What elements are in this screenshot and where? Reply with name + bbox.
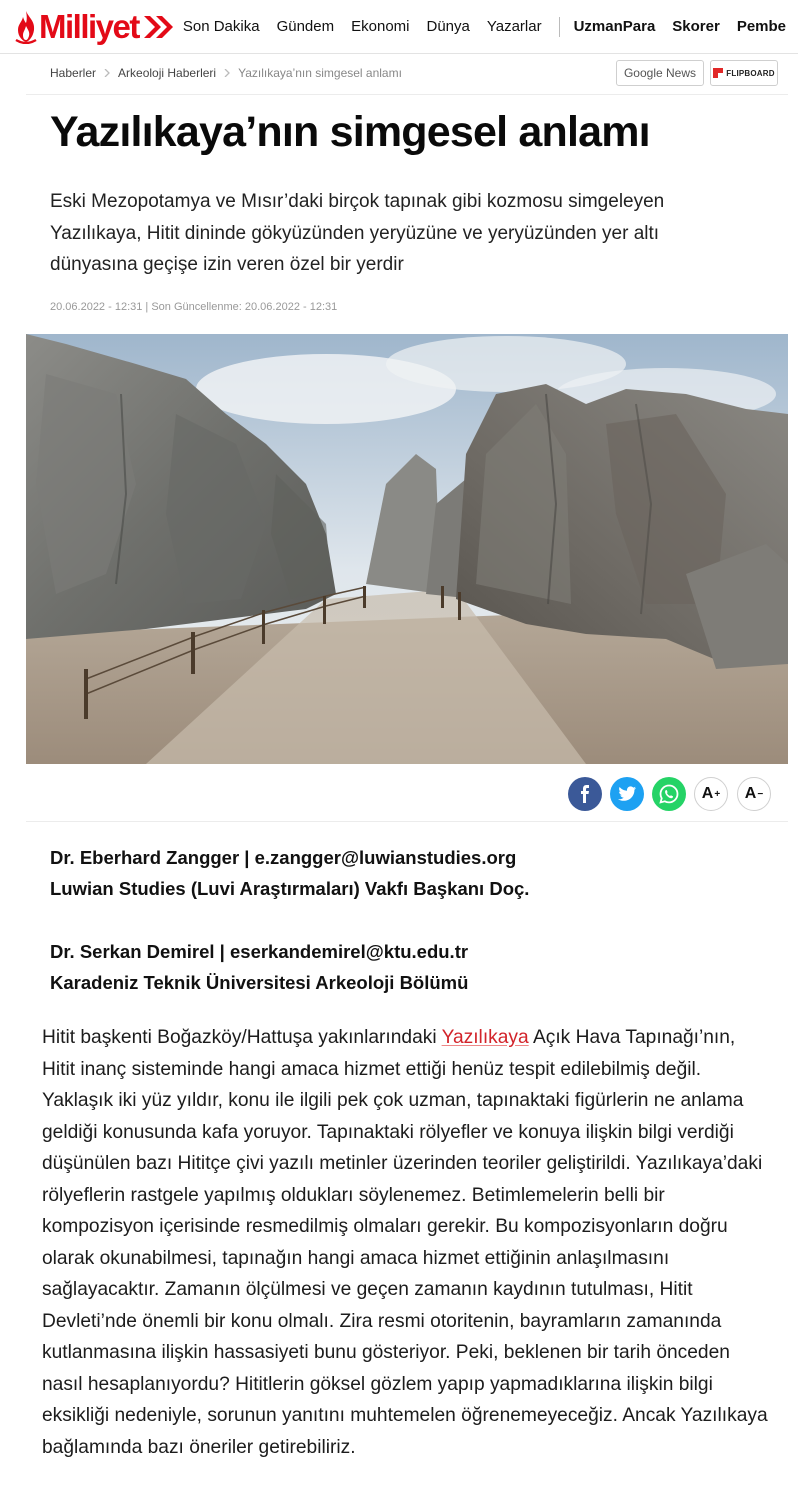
twitter-icon — [618, 786, 636, 802]
nav-pembe[interactable]: Pembe — [736, 18, 787, 35]
facebook-share-button[interactable] — [568, 777, 602, 811]
nav-gundem[interactable]: Gündem — [276, 18, 335, 35]
author-block — [50, 842, 529, 998]
author-2-title: Karadeniz Teknik Üniversitesi Arkeoloji Bölümü — [50, 972, 469, 993]
article-dates: 20.06.2022 - 12:31 | Son Güncellenme: 20.06.2022 - 12:31 — [50, 301, 338, 313]
article-summary: Eski Mezopotamya ve Mısır’daki birçok tapınak gibi kozmosu simgeleyen Yazılıkaya, Hitit dininde gökyüzünden yeryüzüne ve yeryüzünden yer altı dünyasına geçişe izin veren özel bir yerdir — [50, 191, 665, 275]
nav-uzmanpara[interactable]: UzmanPara — [573, 18, 656, 35]
breadcrumb-current: Yazılıkaya’nın simgesel anlamı — [238, 66, 402, 80]
top-navigation — [0, 0, 798, 54]
body-text-start: Hitit başkenti Boğazköy/Hattuşa yakınlarındaki — [42, 1027, 442, 1048]
twitter-share-button[interactable] — [610, 777, 644, 811]
whatsapp-icon — [659, 784, 679, 804]
font-size-increase-button[interactable] — [694, 777, 728, 811]
nav-yazarlar[interactable]: Yazarlar — [486, 18, 542, 35]
flame-icon — [14, 10, 38, 44]
font-decrease-sign: − — [757, 788, 764, 800]
font-increase-sign: + — [714, 788, 721, 800]
nav-son-dakika[interactable]: Son Dakika — [182, 18, 260, 35]
chevron-right-icon — [104, 69, 110, 77]
breadcrumb-arkeoloji[interactable]: Arkeoloji Haberleri — [118, 66, 217, 80]
flipboard-label: FLIPBOARD — [726, 68, 775, 78]
chevron-right-icon — [224, 69, 230, 77]
article-title: Yazılıkaya’nın simgesel anlamı — [50, 108, 650, 156]
nav-skorer[interactable]: Skorer — [672, 18, 720, 35]
nav-dunya[interactable]: Dünya — [426, 18, 470, 35]
chevron-right-icon — [141, 14, 175, 40]
nav-divider — [559, 17, 560, 37]
milliyet-logo[interactable] — [0, 0, 175, 54]
article-card — [26, 54, 788, 1000]
main-menu — [183, 0, 798, 54]
font-increase-label: A — [701, 785, 714, 802]
whatsapp-share-button[interactable] — [652, 777, 686, 811]
google-news-button[interactable] — [616, 60, 704, 86]
font-size-decrease-button[interactable] — [737, 777, 771, 811]
font-decrease-label: A — [744, 785, 757, 802]
hero-image[interactable] — [26, 334, 788, 764]
author-1-name: Dr. Eberhard Zangger | e.zangger@luwianstudies.org — [50, 847, 517, 868]
divider — [26, 821, 788, 822]
share-toolbar — [26, 772, 788, 820]
nav-ekonomi[interactable]: Ekonomi — [351, 18, 410, 35]
divider — [26, 94, 788, 95]
author-2-name: Dr. Serkan Demirel | eserkandemirel@ktu.edu.tr — [50, 941, 469, 962]
yazilikaya-link[interactable]: Yazılıkaya — [441, 1027, 529, 1048]
flipboard-button[interactable] — [710, 60, 778, 86]
breadcrumb — [50, 66, 402, 80]
article-body — [42, 1022, 772, 1463]
facebook-icon — [577, 785, 593, 803]
author-1-title: Luwian Studies (Luvi Araştırmaları) Vakfı Başkanı Doç. — [50, 878, 530, 899]
logo-text: Milliyet — [39, 8, 139, 45]
body-text-rest: Açık Hava Tapınağı’nın, Hitit inanç sisteminde hangi amaca hizmet ettiği henüz tespit edilebilmiş değil. Yaklaşık iki yüz yıldır, konu ile ilgili pek çok uzman, tapınaktaki figürlerin ne anlama geldiği konusunda kafa yoruyor. Tapınaktaki rölyefler ve konuya ilişkin bilgi verdiği düşünülen bazı Hititçe çivi yazılı metinler üzerinden teoriler geliştirildi. Yazılıkaya’daki rölyeflerin rastgele yapılmış oldukları söylenemez. Betimlemelerin belli bir kompozisyon içerisinde resmedilmiş olmaları gerekir. Bu kompozisyonların doğru olarak okunabilmesi, tapınağın hangi amaca hizmet ettiğinin anlaşılmasını sağlayacaktır. Zamanın ölçülmesi ve geçen zamanın kaydının tutulması, Hitit Devleti’nde önemli bir konu olmalı. Zira resmi otoritenin, bayramların zamanında kutlanmasına ilişkin hassasiyeti bunu gösteriyor. Peki, beklenen bir tarih önceden nasıl hesaplanıyordu? Hititlerin göksel gözlem yapıp yapmadıklarına ilişkin bilgi eksikliği nedeniyle, sorunun yanıtını muhtemelen öğrenemeyeceğiz. Ancak Yazılıkaya bağlamında bazı öneriler getirebiliriz. — [42, 1027, 768, 1458]
flipboard-icon — [713, 68, 723, 78]
google-news-label: Google News — [623, 66, 697, 80]
rock-sanctuary-photo — [26, 334, 788, 764]
breadcrumb-haberler[interactable]: Haberler — [50, 66, 97, 80]
